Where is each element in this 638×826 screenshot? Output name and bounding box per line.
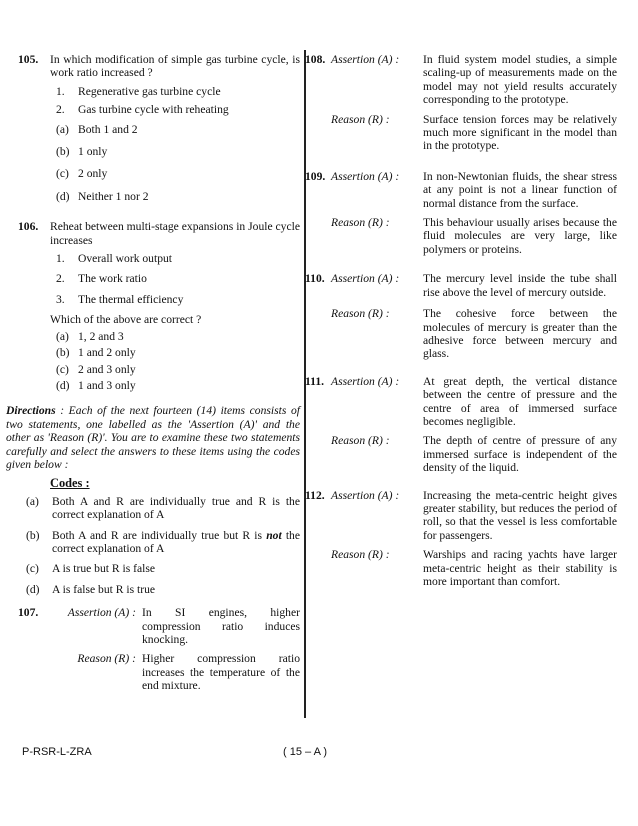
codes-list bbox=[18, 495, 300, 596]
reason bbox=[311, 113, 617, 153]
directions bbox=[6, 404, 300, 471]
footer-page-number: ( 15 – A ) bbox=[283, 746, 328, 758]
assertion-text: In SI engines, higher compression ratio induces knocking. bbox=[142, 606, 300, 646]
option-b bbox=[50, 346, 300, 359]
code-d bbox=[18, 583, 300, 596]
code-label: (c) bbox=[26, 562, 39, 576]
question-stem: Reheat between multi-stage expansions in Joule cycle increases bbox=[50, 220, 300, 247]
reason-label: Reason (R) : bbox=[331, 112, 390, 126]
assertion bbox=[311, 375, 617, 429]
question-number: 105. bbox=[18, 53, 39, 66]
option-label: (d) bbox=[56, 378, 70, 392]
item-label: 2. bbox=[56, 272, 65, 286]
left-column bbox=[6, 53, 300, 693]
footer-code: P-RSR-L-ZRA bbox=[22, 746, 92, 758]
option-text: 1 and 3 only bbox=[78, 378, 136, 392]
question-106 bbox=[18, 220, 300, 392]
code-label: (a) bbox=[26, 494, 39, 508]
question-107 bbox=[18, 606, 300, 692]
option-text: Both 1 and 2 bbox=[78, 122, 138, 136]
question-number: 107. bbox=[18, 606, 39, 620]
option-text: Neither 1 nor 2 bbox=[78, 189, 149, 203]
reason-text: This behaviour usually arises because the fluid molecules are very large, like polymers or proteins. bbox=[423, 216, 617, 256]
assertion-label: Assertion (A) : bbox=[331, 53, 400, 66]
question-number: 108. bbox=[305, 53, 326, 66]
item-text: The thermal efficiency bbox=[78, 292, 184, 306]
directions-text: : Each of the next fourteen (14) items consists of two statements, one labelled as the 'Assertion (A)' and the other as 'Reason (R)'. You are to examine these two statements carefully and select the answers to these items using the codes given below : bbox=[6, 404, 300, 471]
question-111 bbox=[305, 374, 617, 475]
question-108 bbox=[305, 53, 617, 153]
code-label: (b) bbox=[26, 528, 40, 542]
option-c bbox=[50, 363, 300, 376]
assertion bbox=[18, 606, 300, 646]
option-label: (d) bbox=[56, 189, 70, 203]
directions-label: Directions bbox=[6, 404, 56, 418]
assertion-text: Increasing the meta-centric height gives greater stability, but reduces the period of roll, so that the vessel is less comfortable for passengers. bbox=[423, 488, 617, 542]
assertion-label: Assertion (A) : bbox=[67, 606, 136, 620]
assertion-text: The mercury level inside the tube shall rise above the level of mercury outside. bbox=[423, 272, 617, 299]
reason-label: Reason (R) : bbox=[77, 652, 136, 666]
option-text: 1 and 2 only bbox=[78, 346, 136, 360]
item-label: 1. bbox=[56, 84, 65, 98]
option-b bbox=[50, 145, 300, 158]
question-number: 112. bbox=[305, 488, 325, 502]
assertion bbox=[311, 489, 617, 543]
assertion-text: At great depth, the vertical distance between the centre of pressure and the centre of area of immersed surface becomes negligible. bbox=[423, 374, 617, 428]
list-item bbox=[50, 252, 300, 265]
option-c bbox=[50, 167, 300, 180]
option-label: (b) bbox=[56, 346, 70, 360]
question-105 bbox=[18, 53, 300, 203]
codes-heading: Codes : bbox=[50, 476, 90, 491]
reason-label: Reason (R) : bbox=[331, 548, 390, 562]
assertion-label: Assertion (A) : bbox=[331, 272, 400, 286]
assertion-text: In fluid system model studies, a simple scaling-up of measurements made on the model may not yield results accurately corresponding to the prototype. bbox=[423, 53, 617, 107]
option-label: (c) bbox=[56, 362, 69, 376]
item-text: Regenerative gas turbine cycle bbox=[78, 84, 221, 98]
item-text: Overall work output bbox=[78, 252, 173, 266]
list-item bbox=[50, 272, 300, 285]
code-c bbox=[18, 562, 300, 575]
reason bbox=[311, 434, 617, 474]
reason bbox=[311, 307, 617, 361]
question-number: 109. bbox=[305, 169, 326, 183]
reason-text: Warships and racing yachts have larger meta-centric height as their stability is more important than comfort. bbox=[423, 548, 617, 588]
code-text: Both A and R are individually true and R is the correct explanation of A bbox=[52, 494, 300, 522]
reason-text: Higher compression ratio increases the temperature of the end mixture. bbox=[142, 652, 300, 693]
option-a bbox=[50, 123, 300, 136]
question-number: 106. bbox=[18, 220, 39, 234]
reason-label: Reason (R) : bbox=[331, 434, 390, 448]
question-112 bbox=[305, 488, 617, 589]
option-text: 2 only bbox=[78, 167, 108, 181]
code-text: A is false but R is true bbox=[52, 582, 156, 596]
assertion bbox=[311, 53, 617, 107]
option-label: (a) bbox=[56, 122, 69, 136]
code-text: Both A and R are individually true but R is bbox=[52, 528, 267, 542]
code-a bbox=[18, 495, 300, 522]
code-text: the correct explanation of A bbox=[52, 528, 300, 555]
reason-label: Reason (R) : bbox=[331, 307, 390, 321]
item-label: 2. bbox=[56, 103, 65, 117]
reason bbox=[311, 548, 617, 588]
reason-text: Surface tension forces may be relatively much more significant in the model than in the prototype. bbox=[423, 112, 617, 153]
question-109 bbox=[305, 169, 617, 256]
code-b bbox=[18, 529, 300, 556]
option-text: 1 only bbox=[78, 145, 108, 159]
option-label: (a) bbox=[56, 329, 69, 343]
item-text: Gas turbine cycle with reheating bbox=[78, 103, 229, 117]
assertion bbox=[311, 272, 617, 299]
item-text: The work ratio bbox=[78, 272, 147, 286]
option-label: (c) bbox=[56, 167, 69, 181]
question-number: 110. bbox=[305, 272, 325, 286]
option-a bbox=[50, 330, 300, 343]
option-d bbox=[50, 190, 300, 203]
assertion-label: Assertion (A) : bbox=[331, 488, 400, 502]
assertion bbox=[311, 170, 617, 210]
question-number: 111. bbox=[305, 374, 325, 388]
option-text: 2 and 3 only bbox=[78, 362, 136, 376]
option-text: 1, 2 and 3 bbox=[78, 329, 124, 343]
item-label: 1. bbox=[56, 252, 65, 266]
right-column bbox=[305, 53, 617, 588]
code-text: A is true but R is false bbox=[52, 562, 156, 576]
option-d bbox=[50, 379, 300, 392]
question-110 bbox=[305, 272, 617, 361]
code-emphasis: not bbox=[266, 528, 282, 542]
assertion-label: Assertion (A) : bbox=[331, 374, 400, 388]
question-stem: In which modification of simple gas turbine cycle, is work ratio increased ? bbox=[50, 53, 300, 80]
assertion-label: Assertion (A) : bbox=[331, 169, 400, 183]
reason bbox=[18, 652, 300, 692]
reason bbox=[311, 216, 617, 256]
reason-label: Reason (R) : bbox=[331, 216, 390, 230]
reason-text: The depth of centre of pressure of any immersed surface is independent of the density of the liquid. bbox=[423, 434, 617, 475]
reason-text: The cohesive force between the molecules of mercury is greater than the adhesive force between mercury and glass. bbox=[423, 307, 617, 361]
list-item bbox=[50, 85, 300, 98]
item-label: 3. bbox=[56, 292, 65, 306]
list-item bbox=[50, 293, 300, 306]
assertion-text: In non-Newtonian fluids, the shear stress at any point is not a linear function of normal distance from the surface. bbox=[423, 169, 617, 210]
code-label: (d) bbox=[26, 582, 40, 596]
list-item bbox=[50, 103, 300, 116]
question-prompt: Which of the above are correct ? bbox=[50, 313, 202, 327]
option-label: (b) bbox=[56, 145, 70, 159]
